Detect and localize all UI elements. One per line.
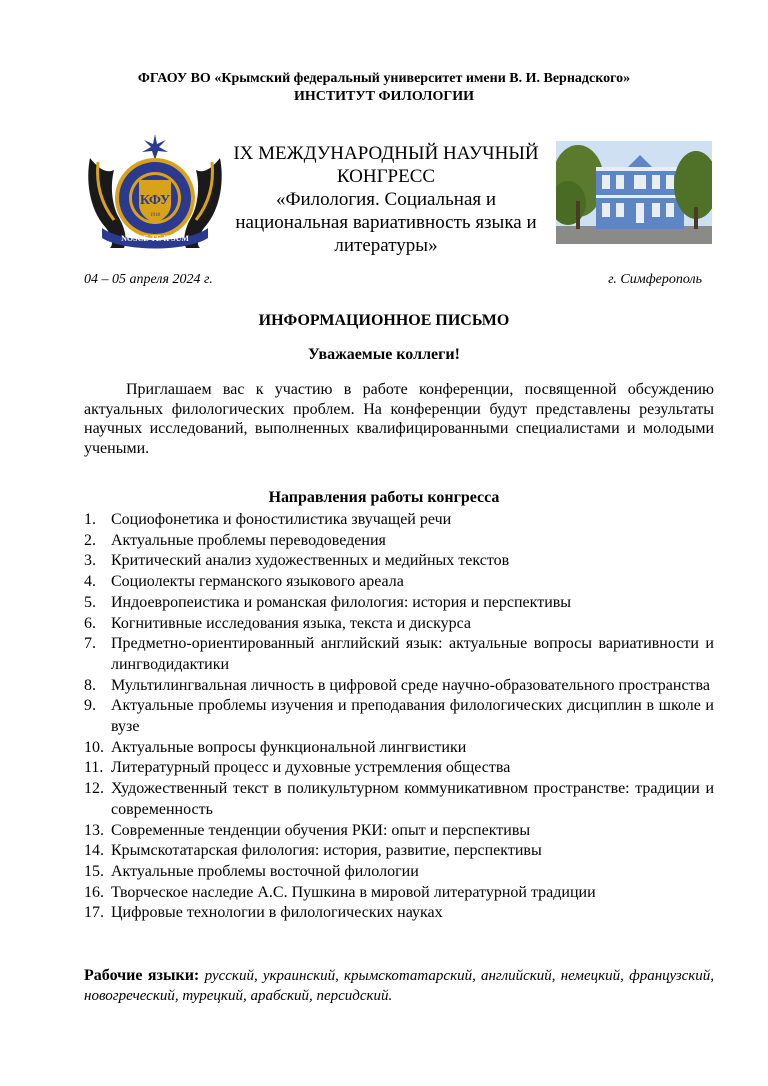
list-item-text: Литературный процесс и духовные устремления общества [111,759,511,777]
list-item-text: Творческое наследие А.С. Пушкина в мировой литературной традиции [111,883,596,901]
crest-motto: NOSCE TE IPSUM [121,234,189,243]
list-item [84,841,714,862]
list-item [84,593,714,614]
working-languages [84,966,714,1006]
working-languages-label: Рабочие языки: [84,967,200,984]
list-item [84,862,714,883]
list-item-number: 12. [84,780,104,798]
list-item-text: Современные тенденции обучения РКИ: опыт и перспективы [111,821,531,839]
list-item-text: Крымскотатарская филология: история, развитие, перспективы [111,842,542,860]
list-item-text: Критический анализ художественных и медийных текстов [111,552,510,570]
list-item [84,738,714,759]
list-item-text: Социолекты германского языкового ареала [111,573,404,591]
list-item [84,531,714,552]
event-city: г. Симферополь [608,272,702,287]
list-item-text: Актуальные проблемы восточной филологии [111,862,419,880]
university-crest-logo [84,128,226,250]
list-item-text: Предметно-ориентированный английский язык: актуальные вопросы вариативности и лингводидактики [111,635,714,673]
list-item-number: 3. [84,552,96,570]
list-item [84,572,714,593]
list-item [84,634,714,675]
list-item-text: Социофонетика и фоностилистика звучащей речи [111,511,452,528]
list-item [84,676,714,697]
list-item-number: 17. [84,904,104,922]
congress-theme-line: национальная вариативность языка и [235,212,537,233]
list-item-number: 15. [84,862,104,880]
crest-letters: КФУ [139,193,171,208]
list-item [84,614,714,635]
event-date: 04 – 05 апреля 2024 г. [84,272,213,287]
institute-building-photo [556,141,712,244]
greeting: Уважаемые коллеги! [308,346,460,363]
congress-theme-line: «Филология. Социальная и [275,189,497,210]
list-item-number: 10. [84,738,104,756]
directions-title: Направления работы конгресса [268,489,500,506]
list-item-number: 6. [84,614,96,632]
intro-paragraph: Приглашаем вас к участию в работе конференции, посвященной обсуждению актуальных филологических проблем. На конференции будут представлены результаты научных исследований, выполненных квалифицированными специалистами и молодыми учеными. [84,381,714,457]
letter-title: ИНФОРМАЦИОННОЕ ПИСЬМО [258,312,510,329]
list-item-text: Когнитивные исследования языка, текста и дискурса [111,614,472,632]
list-item-text: Актуальные проблемы переводоведения [111,531,386,549]
list-item-text: Мультилингвальная личность в цифровой среде научно-образовательного пространства [111,676,710,694]
congress-title-line: КОНГРЕСС [336,166,436,187]
university-name: ФГАОУ ВО «Крымский федеральный университет имени В. И. Вернадского» [137,71,631,86]
directions-list [84,510,714,924]
list-item-number: 2. [84,531,96,549]
congress-title-block [228,142,544,257]
list-item-number: 5. [84,593,96,611]
institute-name: ИНСТИТУТ ФИЛОЛОГИИ [293,89,475,104]
list-item-text: Актуальные вопросы функциональной лингвистики [111,738,467,756]
list-item-number: 1. [84,511,96,528]
list-item [84,758,714,779]
congress-theme-line: литературы» [334,235,438,256]
list-item [84,821,714,842]
list-item-number: 16. [84,883,104,901]
list-item-number: 8. [84,676,96,694]
list-item-number: 9. [84,697,96,715]
list-item-number: 7. [84,635,96,653]
list-item-number: 13. [84,821,104,839]
list-item-number: 4. [84,573,96,591]
list-item-text: Художественный текст в поликультурном коммуникативном пространстве: традиции и современность [111,780,714,818]
list-item [84,903,714,924]
list-item [84,551,714,572]
list-item-text: Цифровые технологии в филологических науках [111,904,443,922]
congress-title-line: IX МЕЖДУНАРОДНЫЙ НАУЧНЫЙ [233,143,539,164]
list-item [84,510,714,531]
list-item [84,696,714,737]
list-item-number: 14. [84,842,104,860]
list-item [84,883,714,904]
list-item-number: 11. [84,759,104,777]
list-item-text: Индоевропеистика и романская филология: история и перспективы [111,593,572,611]
list-item-text: Актуальные проблемы изучения и преподавания филологических дисциплин в школе и вузе [111,697,714,736]
crest-year: 1918 [150,213,160,218]
working-languages-list: русский, украинский, крымскотатарский, английский, немецкий, французский, новогреческий, турецкий, арабский, персидский. [84,968,715,1004]
star-icon [142,134,168,160]
list-item [84,779,714,820]
